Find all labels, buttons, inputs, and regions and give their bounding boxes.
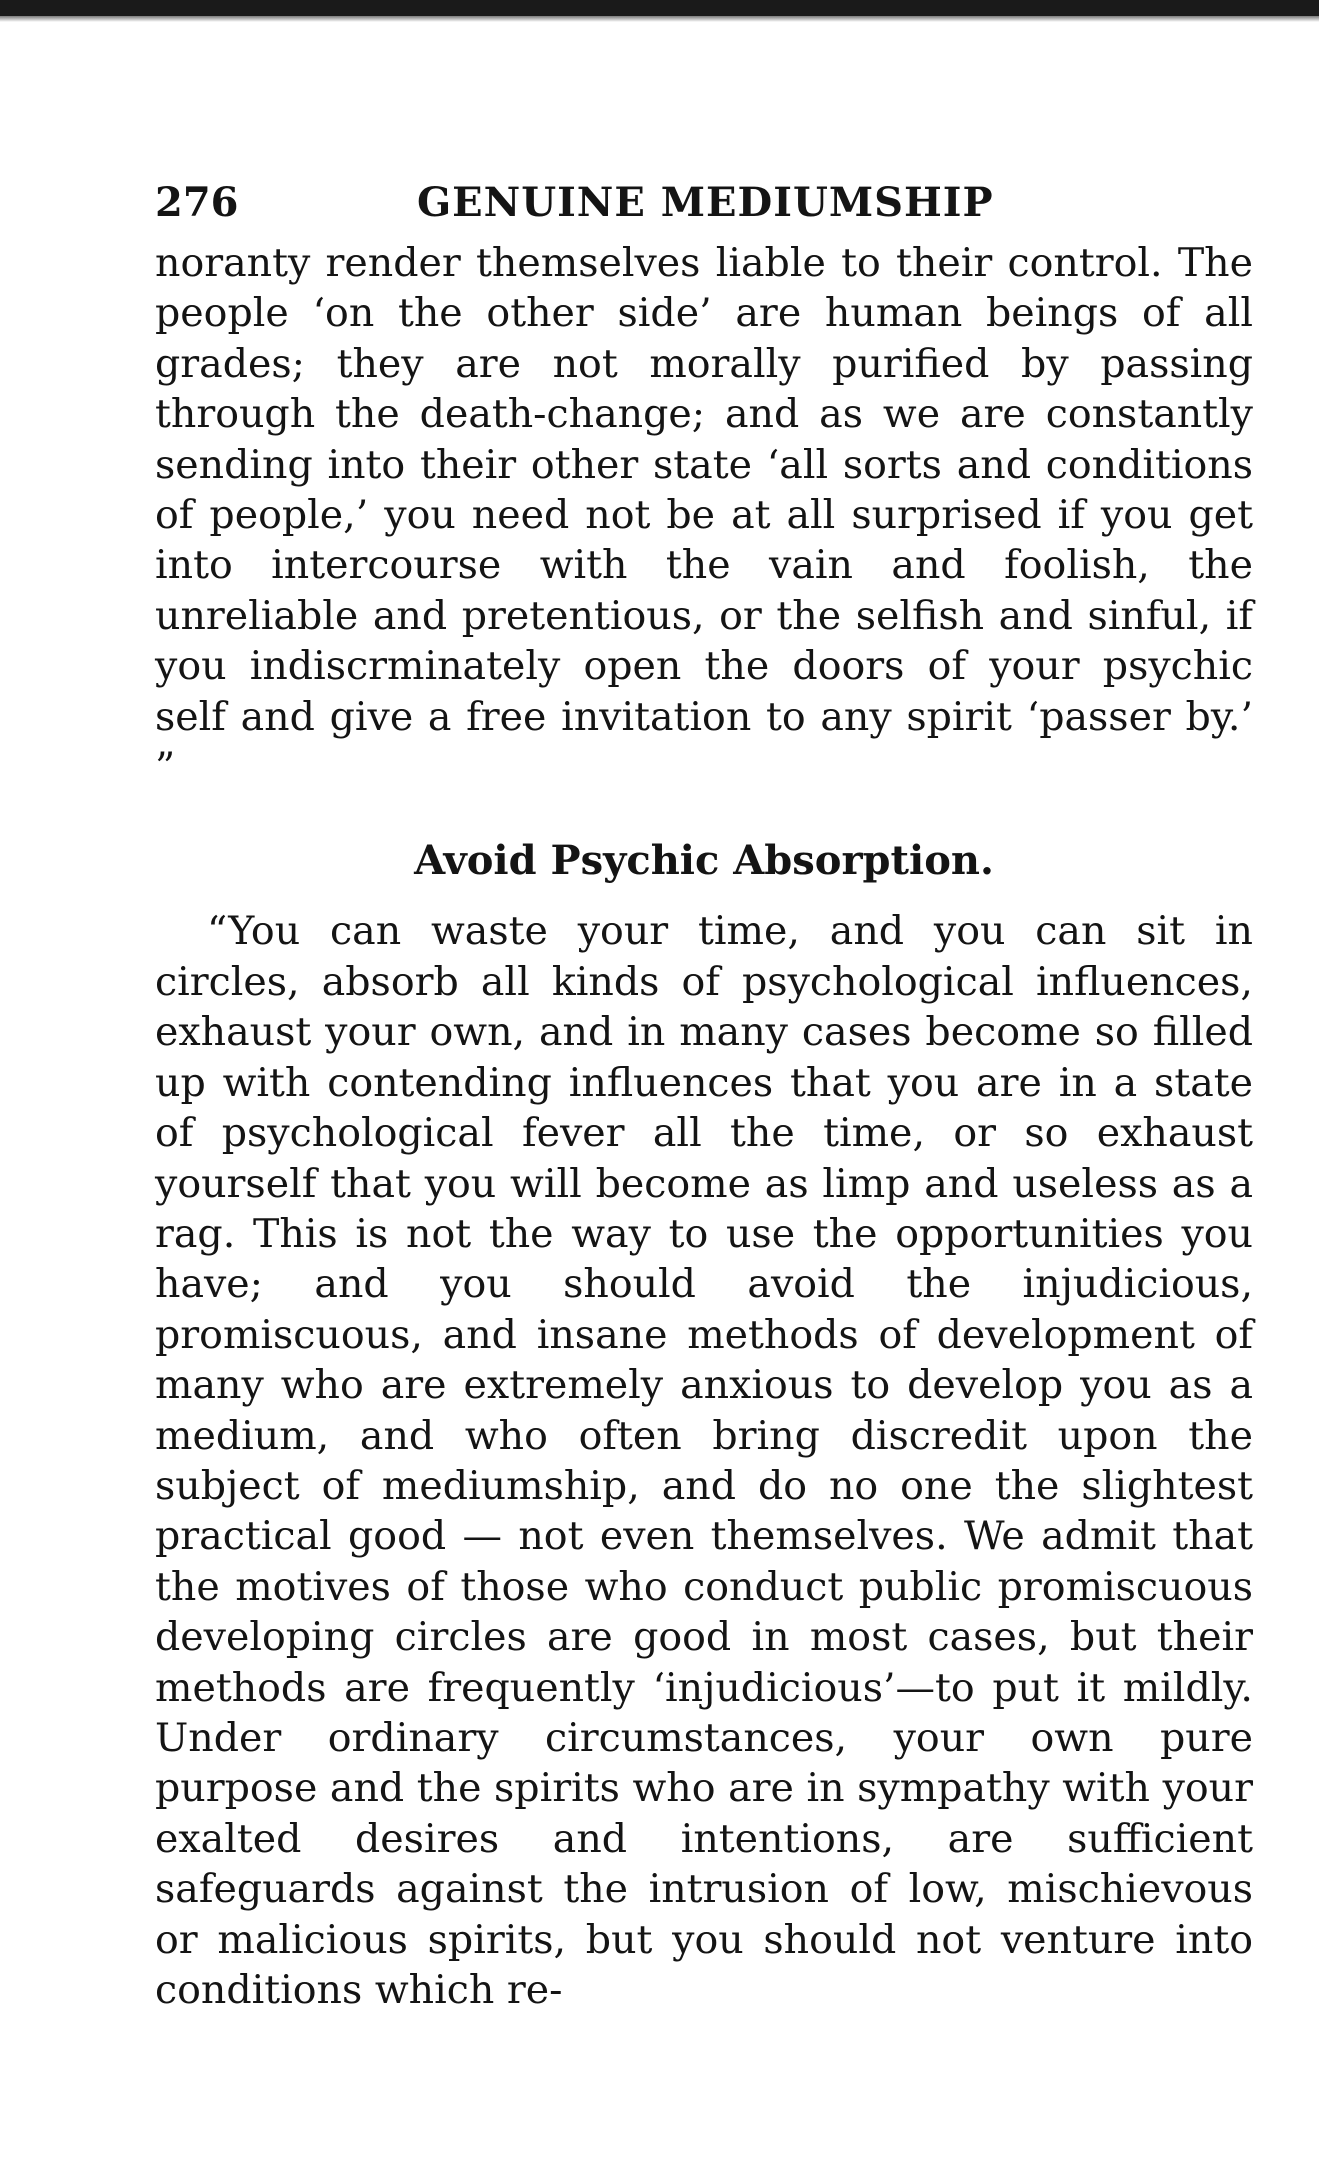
paragraph-quote: “You can waste your time, and you can sit in circles, absorb all kinds of psychological influences, exhaust your own, and in many cases become so filled up with contending influences that you are in a state of psychological fever all the time, or so exhaust yourself that you will become as limp and useless as a rag. This is not the way to use the opportunities you have; and you should avoid the injudicious, promiscuous, and insane methods of development of many who are extremely anxious to develop you as a medium, and who often bring discredit upon the subject of mediumship, and do no one the slightest practical good — not even themselves. We admit that the motives of those who conduct public promiscuous developing circles are good in most cases, but their methods are frequently ‘injudicious’—to put it mildly. Under ordinary circumstances, your own pure purpose and the spirits who are in sympathy with your exalted desires and intentions, are sufficient safeguards against the intrusion of low, mischievous or malicious spirits, but you should not venture into conditions which re- <box>155 908 1253 2013</box>
book-page <box>155 168 1253 2015</box>
body-text <box>155 238 1253 2015</box>
top-edge-shadow <box>0 16 1319 22</box>
section-heading: Avoid Psychic Absorption. <box>414 837 994 885</box>
running-title: GENUINE MEDIUMSHIP <box>417 179 994 226</box>
page-number: 276 <box>155 179 239 226</box>
top-edge-rule <box>0 0 1319 16</box>
running-head <box>155 168 1253 238</box>
paragraph-continued: noranty render themselves liable to their control. The people ‘on the other side’ are human beings of all grades; they are not morally purified by passing through the death-change; and as we are constantly sending into their other state ‘all sorts and conditions of people,’ you need not be at all surprised if you get into intercourse with the vain and foolish, the unreliable and pretentious, or the selfish and sinful, if you indiscrminately open the doors of your psychic self and give a free invitation to any spirit ‘passer by.’ ” <box>155 240 1253 791</box>
